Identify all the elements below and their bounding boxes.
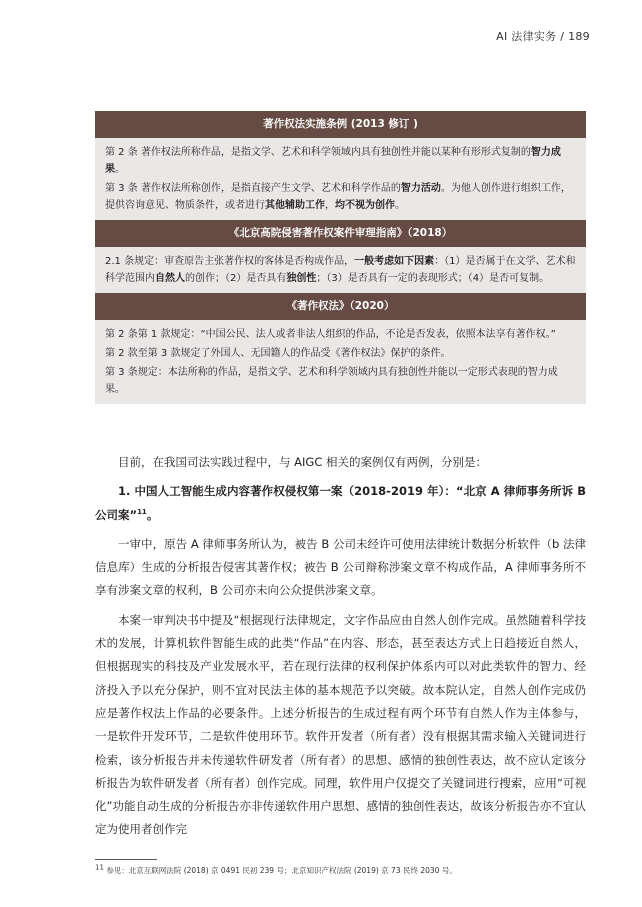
box-paragraph <box>105 144 576 178</box>
statute-box-guideline <box>95 220 586 293</box>
statute-box-copyright-law <box>95 293 586 404</box>
body-paragraph: 一审中，原告 A 律师事务所认为，被告 B 公司未经许可使用法律统计数据分析软件（b 法律信息库）生成的分析报告侵害其著作权；被告 B 公司辩称涉案文章不构成作品，A 律师事务所不享有涉案文章的权利，B 公司亦未向公众提供涉案文章。 <box>95 536 586 598</box>
text-run: ， <box>325 200 335 211</box>
text-run: 的创作；（2）是否具有 <box>185 273 287 284</box>
text-run: ：（1）是否属于在文学、艺术和科学范围内 <box>105 256 576 284</box>
text-run: 2.1 条规定：审查原告主张著作权的客体是否构成作品， <box>105 256 355 267</box>
box-title: 《北京高院侵害著作权案件审理指南》（2018） <box>95 220 586 247</box>
text-run: 第 2 条 著作权法所称作品，是指文学、艺术和科学领域内具有独创性并能以某种有形形式复制的 <box>105 147 531 158</box>
emphasis-text: 其他辅助工作 <box>265 200 325 211</box>
case-heading-end: 。 <box>146 507 159 522</box>
body-paragraph: 本案一审判决书中提及“根据现行法律规定，文字作品应由自然人创作完成。虽然随着科学技术的发展，计算机软件智能生成的此类“作品”在内容、形态，甚至表达方式上日趋接近自然人，但根据现实的科技及产业发展水平，若在现行法律的权利保护体系内可以对此类软件的智力、经济投入予以充分保护，则不宜对民法主体的基本规范予以突破。故本院认定，自然人创作完成仍应是著作权法上作品的必要条件。上述分析报告的生成过程有两个环节有自然人作为主体参与，一是软件开发环节，二是软件使用环节。软件开发者（所有者）没有根据其需求输入关键词进行检索，该分析报告并未传递软件研发者（所有者）的思想、感情的独创性表达，故不应认定该分析报告为软件研发者（所有者）创作完成。同理，软件用户仅提交了关键词进行搜索，应用“可视化”功能自动生成的分析报告亦非传递软件用户思想、感情的独创性表达，故该分析报告亦不宜认定为使用者创作完 <box>95 612 586 837</box>
statute-boxes <box>95 111 586 404</box>
case-heading <box>95 480 586 527</box>
text-run: 。 <box>395 200 405 211</box>
text-run: 第 2 款至第 3 款规定了外国人、无国籍人的作品受《著作权法》保护的条件。 <box>105 348 451 359</box>
emphasis-text: 均不视为创作 <box>335 200 395 211</box>
footnote <box>95 865 586 876</box>
box-body <box>95 138 586 220</box>
box-paragraph <box>105 253 576 287</box>
text-run: ；（3）是否具有一定的表现形式；（4）是否可复制。 <box>316 273 550 284</box>
footnote-divider <box>95 859 157 860</box>
box-body <box>95 320 586 404</box>
box-body <box>95 247 586 293</box>
box-paragraph <box>105 345 576 362</box>
emphasis-text: 自然人 <box>155 273 185 284</box>
main-text <box>95 451 586 848</box>
emphasis-text: 智力成果 <box>105 147 561 175</box>
statute-box-regulation <box>95 111 586 220</box>
footnote-number: 11 <box>95 863 104 872</box>
text-run: 第 2 条第 1 款规定：“中国公民、法人或者非法人组织的作品，不论是否发表，依照本法享有著作权。” <box>105 329 556 340</box>
text-run: 第 3 条规定：本法所称的作品，是指文学、艺术和科学领域内具有独创性并能以一定形式表现的智力成果。 <box>105 367 558 395</box>
running-header: AI 法律实务 / 189 <box>496 30 590 43</box>
text-run: 。 <box>115 164 125 175</box>
footnote-text: 参见：北京互联网法院 (2018) 京 0491 民初 239 号；北京知识产权法院 (2019) 京 73 民终 2030 号。 <box>106 866 457 875</box>
emphasis-text: 独创性 <box>286 273 317 284</box>
box-paragraph <box>105 364 576 398</box>
text-run: 。为他人创作进行组织工作，提供咨询意见、物质条件，或者进行 <box>105 183 571 211</box>
box-title: 著作权法实施条例 (2013 修订 ) <box>95 111 586 138</box>
emphasis-text: 智力活动 <box>400 183 441 194</box>
box-paragraph <box>105 326 576 343</box>
text-run: 第 3 条 著作权法所称创作，是指直接产生文学、艺术和科学作品的 <box>105 183 401 194</box>
box-title: 《著作权法》（2020） <box>95 293 586 320</box>
intro-paragraph: 目前，在我国司法实践过程中，与 AIGC 相关的案例仅有两例，分别是： <box>118 455 488 469</box>
emphasis-text: 一般考虑如下因素 <box>354 256 435 267</box>
box-paragraph <box>105 180 576 214</box>
case-heading-text: 1. 中国人工智能生成内容著作权侵权第一案（2018-2019 年）：“北京 A 律师事务所诉 B 公司案” <box>95 484 586 522</box>
footnote-ref[interactable]: 11 <box>137 507 147 516</box>
